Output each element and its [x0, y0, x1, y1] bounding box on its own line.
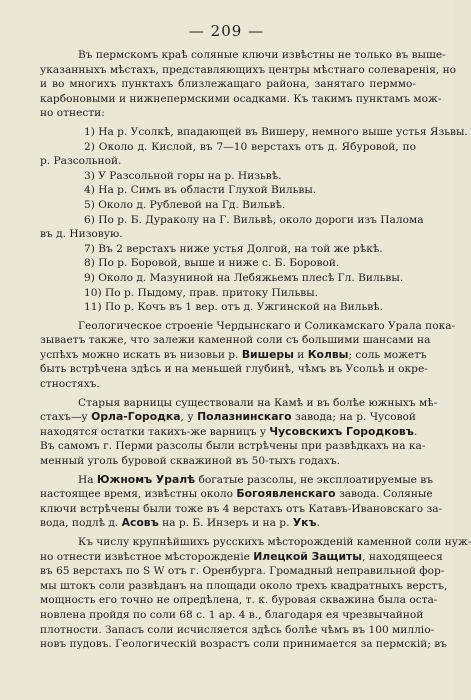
text-span: и во многихъ пунктахъ близлежащаго района, занятаго перммо- — [40, 78, 416, 91]
emphasized-place-name: Чусовскихъ Городковъ — [269, 424, 414, 438]
emphasized-place-name: Южномъ Уралѣ — [96, 472, 196, 486]
text-line — [40, 169, 416, 184]
text-span: . — [316, 517, 320, 530]
text-line — [40, 106, 416, 121]
text-span: въ д. Низовую. — [40, 228, 123, 241]
text-span: Геологическое строеніе Чердынскаго и Соликамскаго Урала пока- — [78, 319, 456, 332]
text-line — [40, 608, 424, 623]
text-span: 8) По р. Боровой, выше и ниже с. Б. Боровой. — [84, 257, 340, 270]
text-line — [40, 154, 416, 169]
text-line — [40, 271, 416, 286]
text-line — [40, 242, 416, 257]
emphasized-place-name: Укъ — [292, 516, 317, 530]
text-line — [40, 425, 416, 440]
text-span: мы штокъ соли развѣданъ на площади около трехъ квадратныхъ верстъ, — [40, 579, 448, 592]
text-span: новлена пройдя по соли 68 с. 1 ар. 4 в., благодаря ея чрезвычайной — [40, 608, 424, 621]
emphasized-place-name: Орла-Городка — [91, 410, 181, 424]
text-span: на р. Б. Инзеръ и на р. — [158, 517, 293, 530]
text-line — [40, 623, 435, 638]
text-line — [40, 347, 427, 363]
text-line — [40, 579, 448, 594]
emphasized-place-name: Богоявленскаго — [236, 487, 336, 501]
text-span: находятся остатки такихъ-же варницъ у — [40, 425, 270, 438]
text-line — [40, 125, 468, 140]
text-line — [40, 362, 428, 377]
text-span: Старыя варницы существовали на Камѣ и въ болѣе южныхъ мѣ- — [78, 396, 438, 409]
text-span: , находящееся — [362, 550, 443, 563]
emphasized-place-name: Вишеры — [241, 347, 294, 361]
text-span: ключи встрѣчены были тоже въ 4 верстахъ отъ Катавъ-Ивановскаго за- — [40, 502, 443, 515]
text-span: карбоновыми и нижнепермскими осадками. Къ такимъ пунктамъ мож- — [40, 92, 442, 105]
text-line — [40, 227, 416, 242]
text-span: вода, подлѣ д. — [40, 517, 122, 530]
text-line — [40, 198, 416, 213]
text-line — [40, 48, 446, 63]
emphasized-place-name: Полазнинскаго — [197, 410, 292, 424]
text-line — [40, 487, 433, 502]
text-line — [40, 472, 433, 488]
text-line — [40, 396, 438, 411]
text-line — [40, 637, 447, 652]
text-span: завода; на р. Чусовой — [291, 411, 416, 424]
text-span: р. Разсольной. — [40, 155, 122, 168]
text-span: 5) Около д. Рублевой на Гд. Вильвѣ. — [84, 198, 286, 211]
text-span: 2) Около д. Кислой, въ 7—10 верстахъ отъ д. Ябуровой, по — [84, 140, 416, 153]
text-span: , у — [180, 411, 198, 424]
text-line — [40, 213, 424, 228]
text-span: Въ самомъ г. Перми разсолы были встрѣчены при развѣдкахъ на ка- — [40, 440, 426, 453]
text-line — [40, 63, 457, 78]
text-span: 6) По р. Б. Дураколу на Г. Вильвѣ, около дороги изъ Палома — [84, 213, 424, 226]
text-line — [40, 454, 416, 469]
page-number: — 209 — — [188, 22, 265, 40]
text-span: Къ числу крупнѣйшихъ русскихъ мѣсторожденій каменной соли нуж- — [78, 536, 471, 548]
text-span: успѣхъ можно искать въ низовьи р. — [40, 348, 242, 361]
text-line — [40, 502, 443, 517]
text-span: 4) На р. Симъ въ области Глухой Вильвы. — [84, 184, 317, 197]
text-line — [40, 410, 416, 425]
text-span: ; соль можетъ — [348, 348, 427, 361]
body-text — [40, 48, 471, 652]
text-line — [40, 183, 416, 198]
text-span: новъ пудовъ. Геологическій возрастъ соли принимается за пермскій; въ — [40, 638, 447, 651]
emphasized-place-name: Колвы — [307, 347, 349, 361]
text-span: быть встрѣчена здѣсь и на меньшей глубинѣ, чѣмъ въ Усольѣ и окре- — [40, 363, 428, 376]
text-span: но отнести извѣстное мѣсторожденіе — [40, 550, 254, 563]
text-span: 10) По р. Пыдому, прав. притоку Пильвы. — [84, 286, 319, 299]
text-span: Въ пермскомъ краѣ соляные ключи извѣстны не только въ выше- — [78, 49, 446, 61]
text-span: плотности. Запасъ соли исчисляется здѣсь болѣе чѣмъ въ 100 милліо- — [40, 623, 435, 636]
text-span: въ 65 верстахъ по S W отъ г. Оренбурга. Громадный неправильной фор- — [40, 565, 445, 578]
emphasized-place-name: Асовъ — [121, 516, 159, 530]
text-span: зываетъ также, что залежи каменной соли съ большими шансами на — [40, 334, 431, 347]
text-line — [40, 377, 416, 392]
text-span: указанныхъ мѣстахъ, представляющихъ центры мѣстнаго солеваренія, но — [40, 63, 457, 76]
text-line — [40, 140, 416, 155]
text-line — [40, 333, 431, 348]
text-line — [40, 77, 416, 92]
text-span: 7) Въ 2 верстахъ ниже устья Долгой, на той же рѣкѣ. — [84, 242, 383, 255]
text-line — [40, 564, 445, 579]
text-line — [40, 535, 471, 550]
text-span: завода. Соляные — [335, 488, 433, 501]
text-span: но отнести: — [40, 107, 105, 120]
text-line — [40, 319, 456, 334]
text-line — [40, 549, 443, 565]
text-span: На — [78, 473, 97, 486]
text-span: 1) На р. Усолкѣ, впадающей въ Вишеру, немного выше устья Язьвы. — [84, 125, 468, 138]
text-span: стностяхъ. — [40, 378, 100, 391]
text-span: настоящее время, извѣстны около — [40, 488, 237, 501]
text-span: 3) У Разсольной горы на р. Низьвѣ. — [84, 169, 282, 182]
text-span: мощность его точно не опредѣлена, т. к. буровая скважина была оста- — [40, 594, 438, 607]
text-span: стахъ—у — [40, 411, 92, 424]
text-span: 9) Около д. Мазуниной на Лебяжьемъ плесѣ Гл. Вильвы. — [84, 271, 404, 284]
text-line — [40, 593, 438, 608]
emphasized-place-name: Илецкой Защиты — [253, 549, 363, 563]
text-span: менный уголь буровой скважиной въ 50-тыхъ годахъ. — [40, 455, 340, 468]
text-line — [40, 300, 416, 315]
text-span: богатые разсолы, не эксплоатируемые въ — [195, 473, 433, 486]
text-line — [40, 256, 416, 271]
text-line — [40, 516, 416, 531]
text-span: . — [413, 425, 418, 438]
text-line — [40, 439, 426, 454]
text-span: и — [293, 348, 308, 361]
text-line — [40, 92, 442, 107]
text-span: 11) По р. Кочъ въ 1 вер. отъ д. Ужгинской на Вильвѣ. — [84, 301, 383, 314]
text-line — [40, 286, 416, 301]
